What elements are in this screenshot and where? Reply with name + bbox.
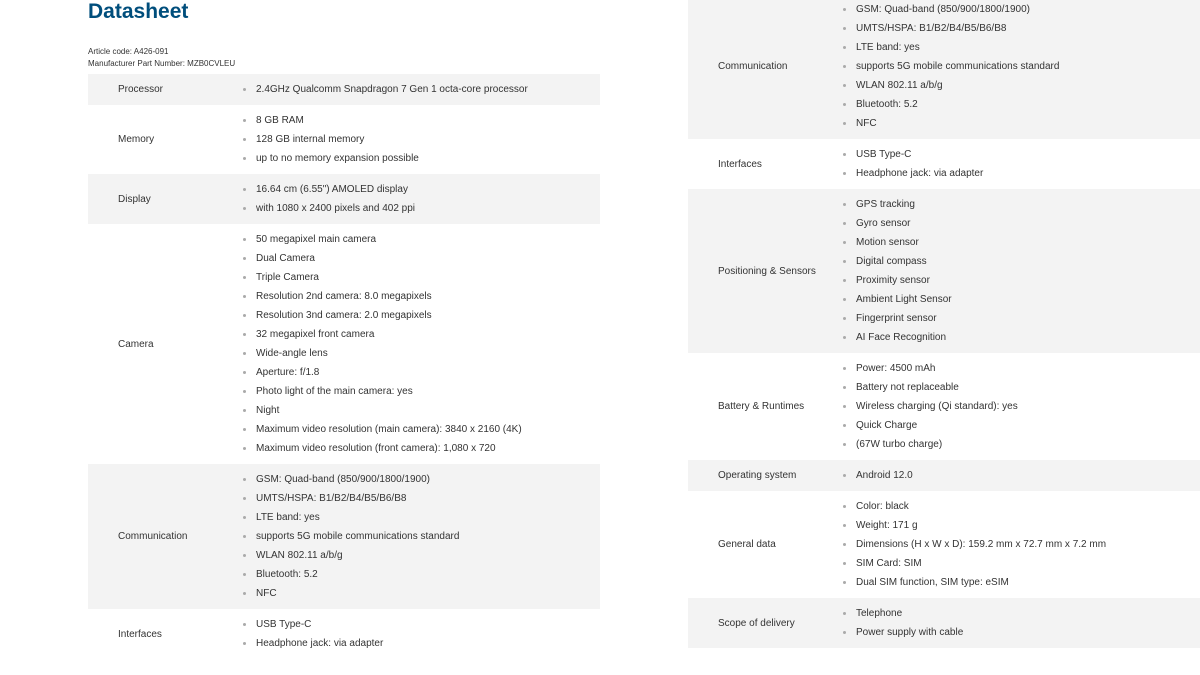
spec-value: Battery not replaceable (842, 378, 1018, 397)
product-meta (88, 44, 600, 74)
spec-label: Scope of delivery (718, 617, 795, 629)
spec-label: Battery & Runtimes (718, 401, 805, 412)
spec-value: (67W turbo charge) (842, 435, 1018, 454)
spec-value: UMTS/HSPA: B1/B2/B4/B5/B6/B8 (842, 19, 1059, 38)
spec-value: Dual SIM function, SIM type: eSIM (842, 573, 1106, 592)
spec-value-list (242, 80, 528, 99)
spec-value: LTE band: yes (842, 38, 1059, 57)
spec-label: Communication (718, 61, 788, 72)
spec-value: USB Type-C (842, 145, 983, 164)
spec-value-list (842, 466, 913, 485)
spec-value: Triple Camera (242, 268, 522, 287)
spec-value: Weight: 171 g (842, 516, 1106, 535)
spec-label: Operating system (718, 470, 797, 481)
spec-value: Power supply with cable (842, 623, 963, 642)
spec-value: Bluetooth: 5.2 (842, 95, 1059, 114)
spec-row-scope-of-delivery (688, 598, 1200, 648)
spec-value: Bluetooth: 5.2 (242, 565, 459, 584)
spec-value: Dimensions (H x W x D): 159.2 mm x 72.7 mm x 7.2 mm (842, 535, 1106, 554)
page-title: Datasheet (88, 0, 189, 23)
spec-row-communication (88, 464, 600, 609)
spec-value: Telephone (842, 604, 963, 623)
spec-value: Wide-angle lens (242, 344, 522, 363)
spec-value: with 1080 x 2400 pixels and 402 ppi (242, 199, 415, 218)
spec-value: Motion sensor (842, 233, 952, 252)
spec-label: General data (718, 539, 776, 550)
spec-label: Display (118, 193, 151, 205)
spec-label: Memory (118, 134, 155, 145)
spec-label: Processor (118, 84, 164, 95)
spec-value: Gyro sensor (842, 214, 952, 233)
spec-value: 16.64 cm (6.55") AMOLED display (242, 180, 415, 199)
spec-row-interfaces (688, 139, 1200, 189)
spec-value: Ambient Light Sensor (842, 290, 952, 309)
spec-value: Resolution 2nd camera: 8.0 megapixels (242, 287, 522, 306)
spec-value: AI Face Recognition (842, 328, 952, 347)
spec-row-display (88, 174, 600, 224)
spec-value-list (842, 604, 963, 642)
spec-value-list (242, 230, 522, 458)
spec-value: USB Type-C (242, 615, 383, 634)
spec-value: WLAN 802.11 a/b/g (242, 546, 459, 565)
spec-value: 128 GB internal memory (242, 130, 419, 149)
spec-row-camera (88, 224, 600, 464)
manufacturer-part-number: Manufacturer Part Number: MZB0CVLEU (88, 59, 236, 68)
spec-row-processor (88, 74, 600, 105)
spec-value: Proximity sensor (842, 271, 952, 290)
spec-value: 32 megapixel front camera (242, 325, 522, 344)
spec-value: 2.4GHz Qualcomm Snapdragon 7 Gen 1 octa-core processor (242, 80, 528, 99)
spec-value: GSM: Quad-band (850/900/1800/1900) (842, 0, 1059, 19)
spec-row-positioning-sensors (688, 189, 1200, 353)
spec-row-memory (88, 105, 600, 174)
spec-value: Headphone jack: via adapter (842, 164, 983, 183)
spec-value: Color: black (842, 497, 1106, 516)
spec-table-right (688, 0, 1200, 648)
spec-row-general-data (688, 491, 1200, 598)
spec-value: Aperture: f/1.8 (242, 363, 522, 382)
spec-value-list (242, 180, 415, 218)
spec-value-list (242, 470, 459, 603)
datasheet-left-column (88, 0, 600, 659)
spec-table-left (88, 74, 600, 659)
spec-value: supports 5G mobile communications standard (242, 527, 459, 546)
datasheet-right-column (688, 0, 1200, 648)
spec-value: Android 12.0 (842, 466, 913, 485)
spec-value: Resolution 3nd camera: 2.0 megapixels (242, 306, 522, 325)
spec-value: Maximum video resolution (main camera): 3840 x 2160 (4K) (242, 420, 522, 439)
spec-value: LTE band: yes (242, 508, 459, 527)
spec-value: 50 megapixel main camera (242, 230, 522, 249)
spec-value: 8 GB RAM (242, 111, 419, 130)
spec-value-list (842, 0, 1059, 133)
spec-value: UMTS/HSPA: B1/B2/B4/B5/B6/B8 (242, 489, 459, 508)
spec-value: Photo light of the main camera: yes (242, 382, 522, 401)
spec-value: Night (242, 401, 522, 420)
spec-value-list (242, 111, 419, 168)
spec-value: Digital compass (842, 252, 952, 271)
spec-value: Power: 4500 mAh (842, 359, 1018, 378)
spec-row-operating-system (688, 460, 1200, 491)
spec-value: GSM: Quad-band (850/900/1800/1900) (242, 470, 459, 489)
spec-label: Camera (118, 338, 154, 350)
spec-value-list (842, 359, 1018, 454)
spec-value-list (242, 615, 383, 653)
spec-value: supports 5G mobile communications standard (842, 57, 1059, 76)
spec-value: Quick Charge (842, 416, 1018, 435)
spec-label: Positioning & Sensors (718, 265, 816, 277)
spec-value-list (842, 145, 983, 183)
spec-value: SIM Card: SIM (842, 554, 1106, 573)
spec-value: Dual Camera (242, 249, 522, 268)
spec-value: Wireless charging (Qi standard): yes (842, 397, 1018, 416)
spec-value: GPS tracking (842, 195, 952, 214)
spec-value: Maximum video resolution (front camera): 1,080 x 720 (242, 439, 522, 458)
spec-value: Fingerprint sensor (842, 309, 952, 328)
spec-value: NFC (242, 584, 459, 603)
spec-row-communication (688, 0, 1200, 139)
spec-value: up to no memory expansion possible (242, 149, 419, 168)
spec-row-interfaces (88, 609, 600, 659)
spec-value: Headphone jack: via adapter (242, 634, 383, 653)
spec-label: Interfaces (718, 158, 762, 170)
spec-row-battery-runtimes (688, 353, 1200, 460)
article-code: Article code: A426-091 (88, 47, 169, 56)
spec-value: WLAN 802.11 a/b/g (842, 76, 1059, 95)
spec-label: Interfaces (118, 628, 162, 640)
spec-label: Communication (118, 531, 188, 542)
spec-value-list (842, 195, 952, 347)
spec-value: NFC (842, 114, 1059, 133)
spec-value-list (842, 497, 1106, 592)
